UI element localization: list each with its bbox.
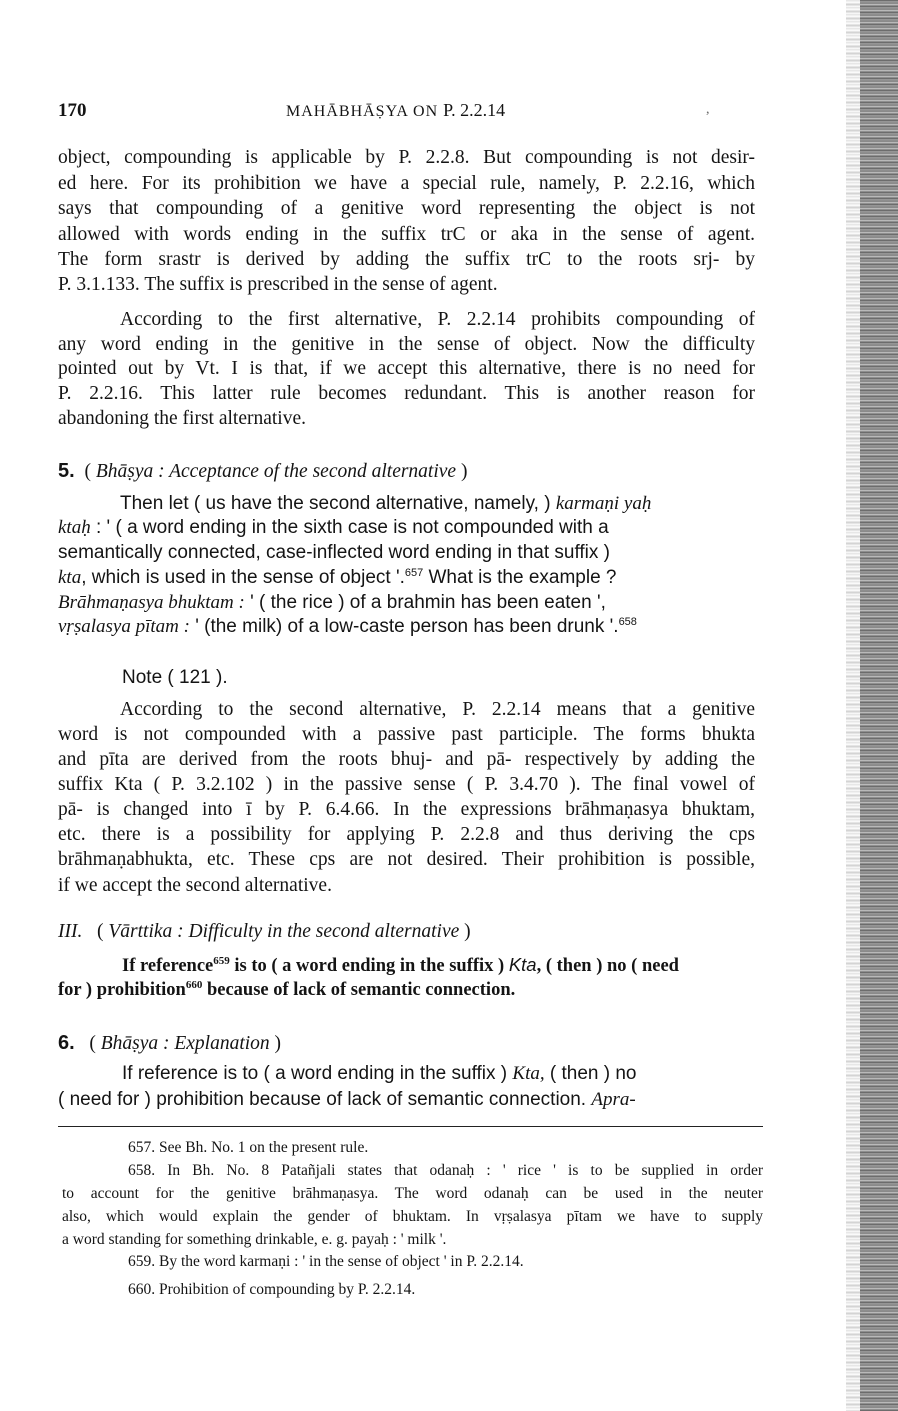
text-line: P. 2.2.16. This latter rule becomes redundant. This is another reason for xyxy=(58,383,755,404)
text-line: abandoning the first alternative. xyxy=(58,408,306,429)
text-line: According to the second alternative, P. 2.2.14 means that a genitive xyxy=(120,699,755,720)
footnote-659: 659. By the word karmaṇi : ' in the sense of object ' in P. 2.2.14. xyxy=(128,1253,524,1270)
footnote-660: 660. Prohibition of compounding by P. 2.2.14. xyxy=(128,1281,416,1298)
text-line: ed here. For its prohibition we have a special rule, namely, P. 2.2.16, which xyxy=(58,173,755,194)
section-title: Bhāṣya : Explanation xyxy=(100,1033,270,1054)
section-heading-varttika: III. ( Vārttika : Difficulty in the second alternative ) xyxy=(58,921,471,942)
footnote-ref: 659 xyxy=(213,955,230,967)
text-line: and pīta are derived from the roots bhuj- and pā- respectively by adding the xyxy=(58,749,755,770)
section-heading-6: 6. ( Bhāṣya : Explanation ) xyxy=(58,1032,282,1054)
footnote-ref: 660 xyxy=(185,979,203,991)
header-mark: , xyxy=(706,102,710,117)
section-number: III. xyxy=(58,921,83,942)
footnote-657: 657. See Bh. No. 1 on the present rule. xyxy=(128,1139,369,1156)
footnote-658: 658. In Bh. No. 8 Patañjali states that odanaḥ : ' rice ' is to be supplied in order xyxy=(128,1162,763,1179)
footnote-ref: 657 xyxy=(404,567,424,579)
note-reference: Note ( 121 ). xyxy=(122,667,228,688)
text-line: says that compounding of a genitive word representing the object is not xyxy=(58,198,755,219)
varttika-line: for ) prohibition$^{660}$ because of lack of semantic connection. xyxy=(58,979,516,1000)
text-line: if we accept the second alternative. xyxy=(58,875,332,896)
text-line: pā- is changed into ī by P. 6.4.66. In the expressions brāhmaṇasya bhuktam, xyxy=(58,799,755,820)
varttika-line: If reference$^{659}$ is to ( a word ending in the suffix ) Kta, ( then ) no ( need xyxy=(122,954,679,976)
running-title: MAHĀBHĀṢYA ON P. 2.2.14 xyxy=(286,100,506,120)
text-line: etc. there is a possibility for applying P. 2.2.8 and thus deriving the cps xyxy=(58,824,755,845)
text-line: Brāhmaṇasya bhuktam : ' ( the rice ) of a brahmin has been eaten ', xyxy=(58,592,606,613)
page-edge-shadow xyxy=(846,0,860,1411)
text-line: object, compounding is applicable by P. 2.2.8. But compounding is not desir- xyxy=(58,147,755,168)
text-line: semantically connected, case-inflected word ending in that suffix ) xyxy=(58,542,611,563)
section-number: 6. xyxy=(58,1032,75,1054)
text-line: any word ending in the genitive in the sense of object. Now the difficulty xyxy=(58,334,755,355)
section-title: Bhāṣya : Acceptance of the second alternative xyxy=(95,461,457,482)
text-line: vṛṣalasya pītam : ' (the milk) of a low-caste person has been drunk '.$^{658}$ xyxy=(58,616,637,637)
text-line: kta, which is used in the sense of object '.$^{657}$ What is the example ? xyxy=(58,567,617,588)
text-line: suffix Kta ( P. 3.2.102 ) in the passive sense ( P. 3.4.70 ). The final vowel of xyxy=(58,774,755,795)
text-line: pointed out by Vt. I is that, if we accept this alternative, there is no need for xyxy=(58,358,755,379)
section-number: 5. xyxy=(58,460,75,482)
text-line: allowed with words ending in the suffix trC or aka in the sense of agent. xyxy=(58,224,755,245)
section-title: Vārttika : Difficulty in the second alternative xyxy=(108,921,460,942)
text-line: According to the first alternative, P. 2.2.14 prohibits compounding of xyxy=(120,309,755,330)
footnote-658-line: also, which would explain the gender of bhuktam. In vṛṣalasya pītam we have to supply xyxy=(62,1208,763,1225)
text-line: P. 3.1.133. The suffix is prescribed in the sense of agent. xyxy=(58,274,498,295)
text-line: If reference is to ( a word ending in the suffix ) Kta, ( then ) no xyxy=(122,1063,637,1084)
text-line: ktaḥ : ' ( a word ending in the sixth case is not compounded with a xyxy=(58,517,609,538)
text-line: Then let ( us have the second alternative, namely, ) karmaṇi yaḥ xyxy=(120,493,652,514)
footnote-rule xyxy=(58,1126,763,1127)
running-header xyxy=(58,100,768,128)
footnote-658-line: a word standing for something drinkable, e. g. payaḥ : ' milk '. xyxy=(62,1231,447,1248)
footnote-ref: 658 xyxy=(618,616,637,628)
text-line: word is not compounded with a passive past participle. The forms bhukta xyxy=(58,724,755,745)
text-line: The form srastr is derived by adding the suffix trC to the roots srj- by xyxy=(58,249,755,270)
footnote-658-line: to account for the genitive brāhmaṇasya. The word odanaḥ can be used in the neuter xyxy=(62,1185,763,1202)
text-line: brāhmaṇabhukta, etc. These cps are not desired. Their prohibition is possible, xyxy=(58,849,755,870)
text-line: ( need for ) prohibition because of lack of semantic connection. Apra- xyxy=(58,1089,636,1110)
page-number: 170 xyxy=(58,100,87,121)
section-heading-5: 5. ( Bhāṣya : Acceptance of the second alternative ) xyxy=(58,460,468,482)
book-spine-edge xyxy=(860,0,898,1411)
